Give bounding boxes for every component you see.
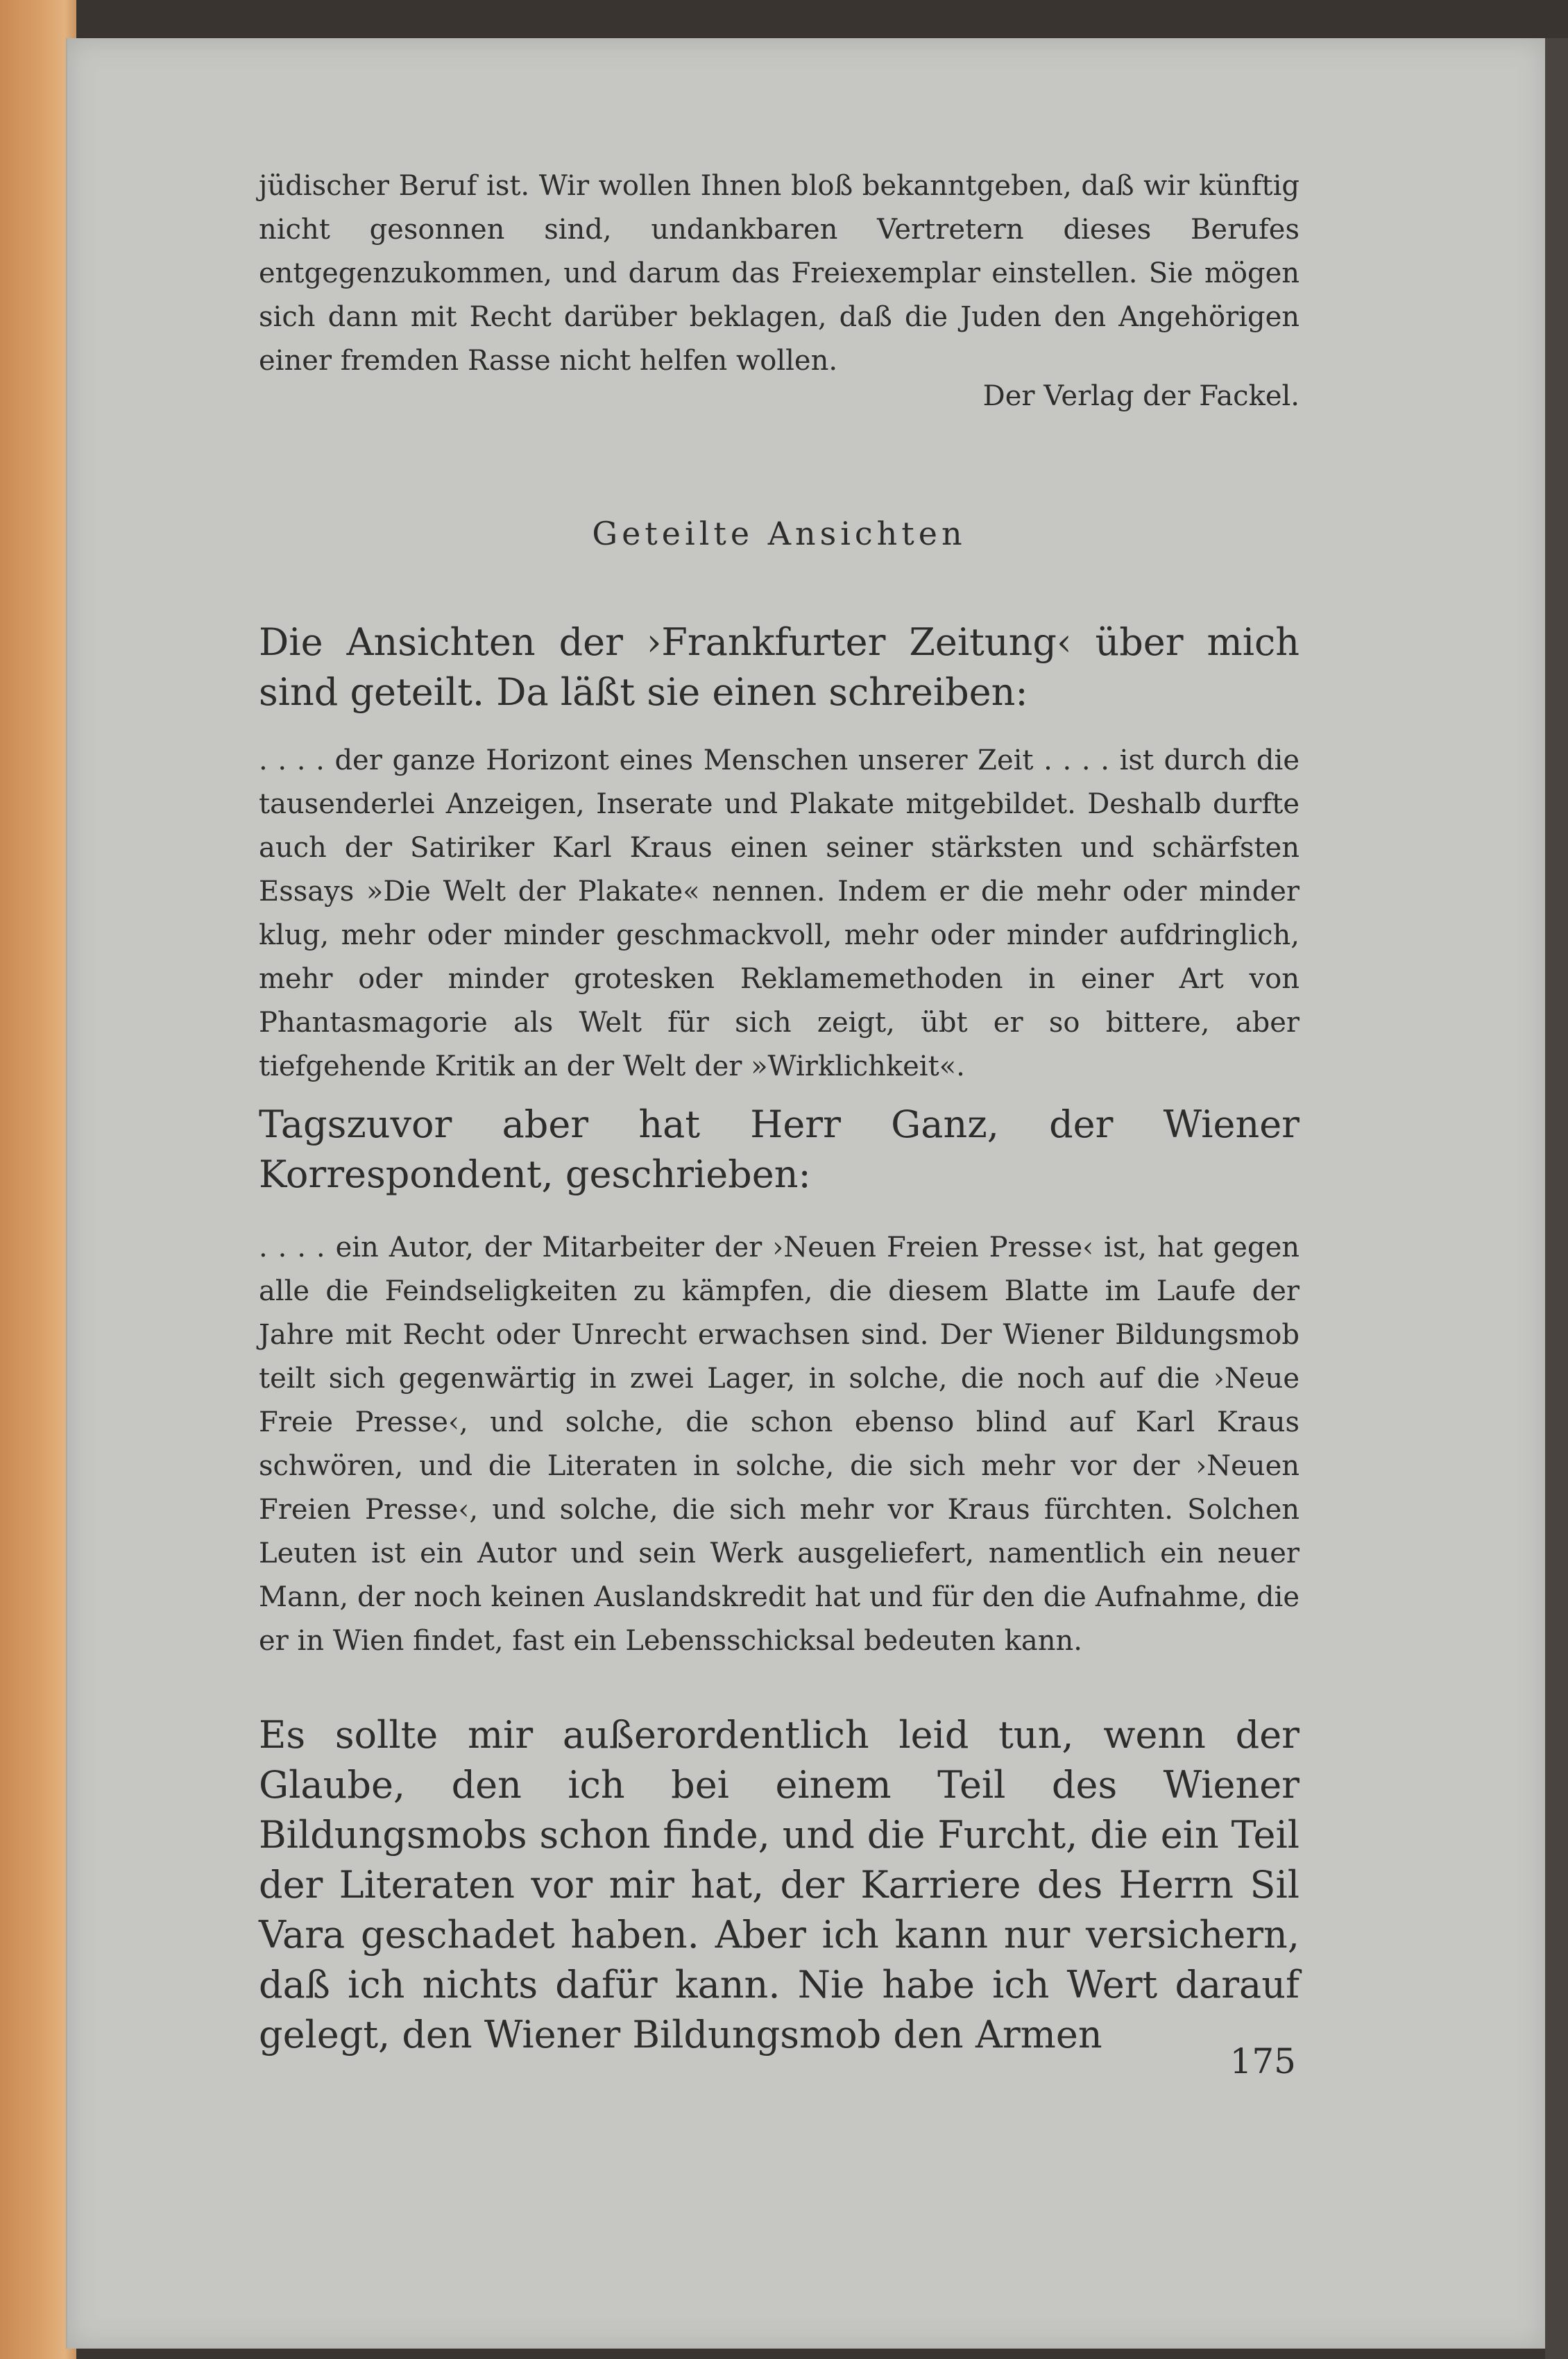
signature: Der Verlag der Fackel.: [982, 380, 1299, 412]
quote-1-text: . . . . der ganze Horizont eines Menschen unserer Zeit . . . . ist durch die tausenderlei Anzeigen, Inserate und Plakate mitgebildet. Deshalb durfte auch der Satiriker Karl Kraus einen seiner stärksten und schärfsten Essays »Die Welt der Plakate« nennen. Indem er die mehr oder minder klug, mehr oder minder geschmackvoll, mehr oder minder aufdringlich, mehr oder minder grotesken Reklamemethoden in einer Art von Phantasmagorie als Welt für sich zeigt, übt er so bittere, aber tiefgehende Kritik an der Welt der »Wirklichkeit«.: [259, 744, 1299, 1082]
right-margin-edge: [1545, 38, 1568, 2359]
page-number: 175: [1229, 2041, 1296, 2081]
intro-text: Die Ansichten der ›Frankfurter Zeitung‹ über mich sind geteilt. Da läßt sie einen schreiben:: [259, 620, 1299, 714]
previous-page-edge: [0, 0, 76, 2359]
section-title: Geteilte Ansichten: [592, 515, 966, 552]
transition-text: Tagszuvor aber hat Herr Ganz, der Wiener Korrespondent, geschrieben:: [259, 1102, 1299, 1196]
quote-frankfurter: [259, 739, 1299, 1089]
transition-paragraph: [259, 1100, 1299, 1200]
top-paragraph-text: jüdischer Beruf ist. Wir wollen Ihnen bloß bekanntgeben, daß wir künftig nicht gesonnen sind, undankbaren Vertretern dieses Berufes entgegenzukommen, und darum das Freiexemplar einstellen. Sie mögen sich dann mit Recht darüber beklagen, daß die Juden den Angehörigen einer fremden Rasse nicht helfen wollen.: [259, 170, 1299, 377]
closing-text: Es sollte mir außerordentlich leid tun, wenn der Glaube, den ich bei einem Teil des Wiener Bildungsmobs schon finde, und die Furcht, die ein Teil der Literaten vor mir hat, der Karriere des Herrn Sil Vara geschadet haben. Aber ich kann nur versichern, daß ich nichts dafür kann. Nie habe ich Wert darauf gelegt, den Wiener Bildungsmob den Armen: [259, 1713, 1299, 2056]
intro-paragraph: [259, 618, 1299, 717]
top-paragraph: [259, 164, 1299, 383]
quote-ganz: [259, 1226, 1299, 1663]
closing-paragraph: [259, 1710, 1299, 2060]
quote-2-text: . . . . ein Autor, der Mitarbeiter der ›Neuen Freien Presse‹ ist, hat gegen alle die Feindseligkeiten zu kämpfen, die diesem Blatte im Laufe der Jahre mit Recht oder Unrecht erwachsen sind. Der Wiener Bildungsmob teilt sich gegenwärtig in zwei Lager, in solche, die noch auf die ›Neue Freie Presse‹, und solche, die schon ebenso blind auf Karl Kraus schwören, und die Literaten in solche, die sich mehr vor der ›Neuen Freien Presse‹, und solche, die sich mehr vor Kraus fürchten. Solchen Leuten ist ein Autor und sein Werk ausgeliefert, namentlich ein neuer Mann, der noch keinen Auslandskredit hat und für den die Aufnahme, die er in Wien findet, fast ein Lebensschicksal bedeuten kann.: [259, 1232, 1299, 1657]
